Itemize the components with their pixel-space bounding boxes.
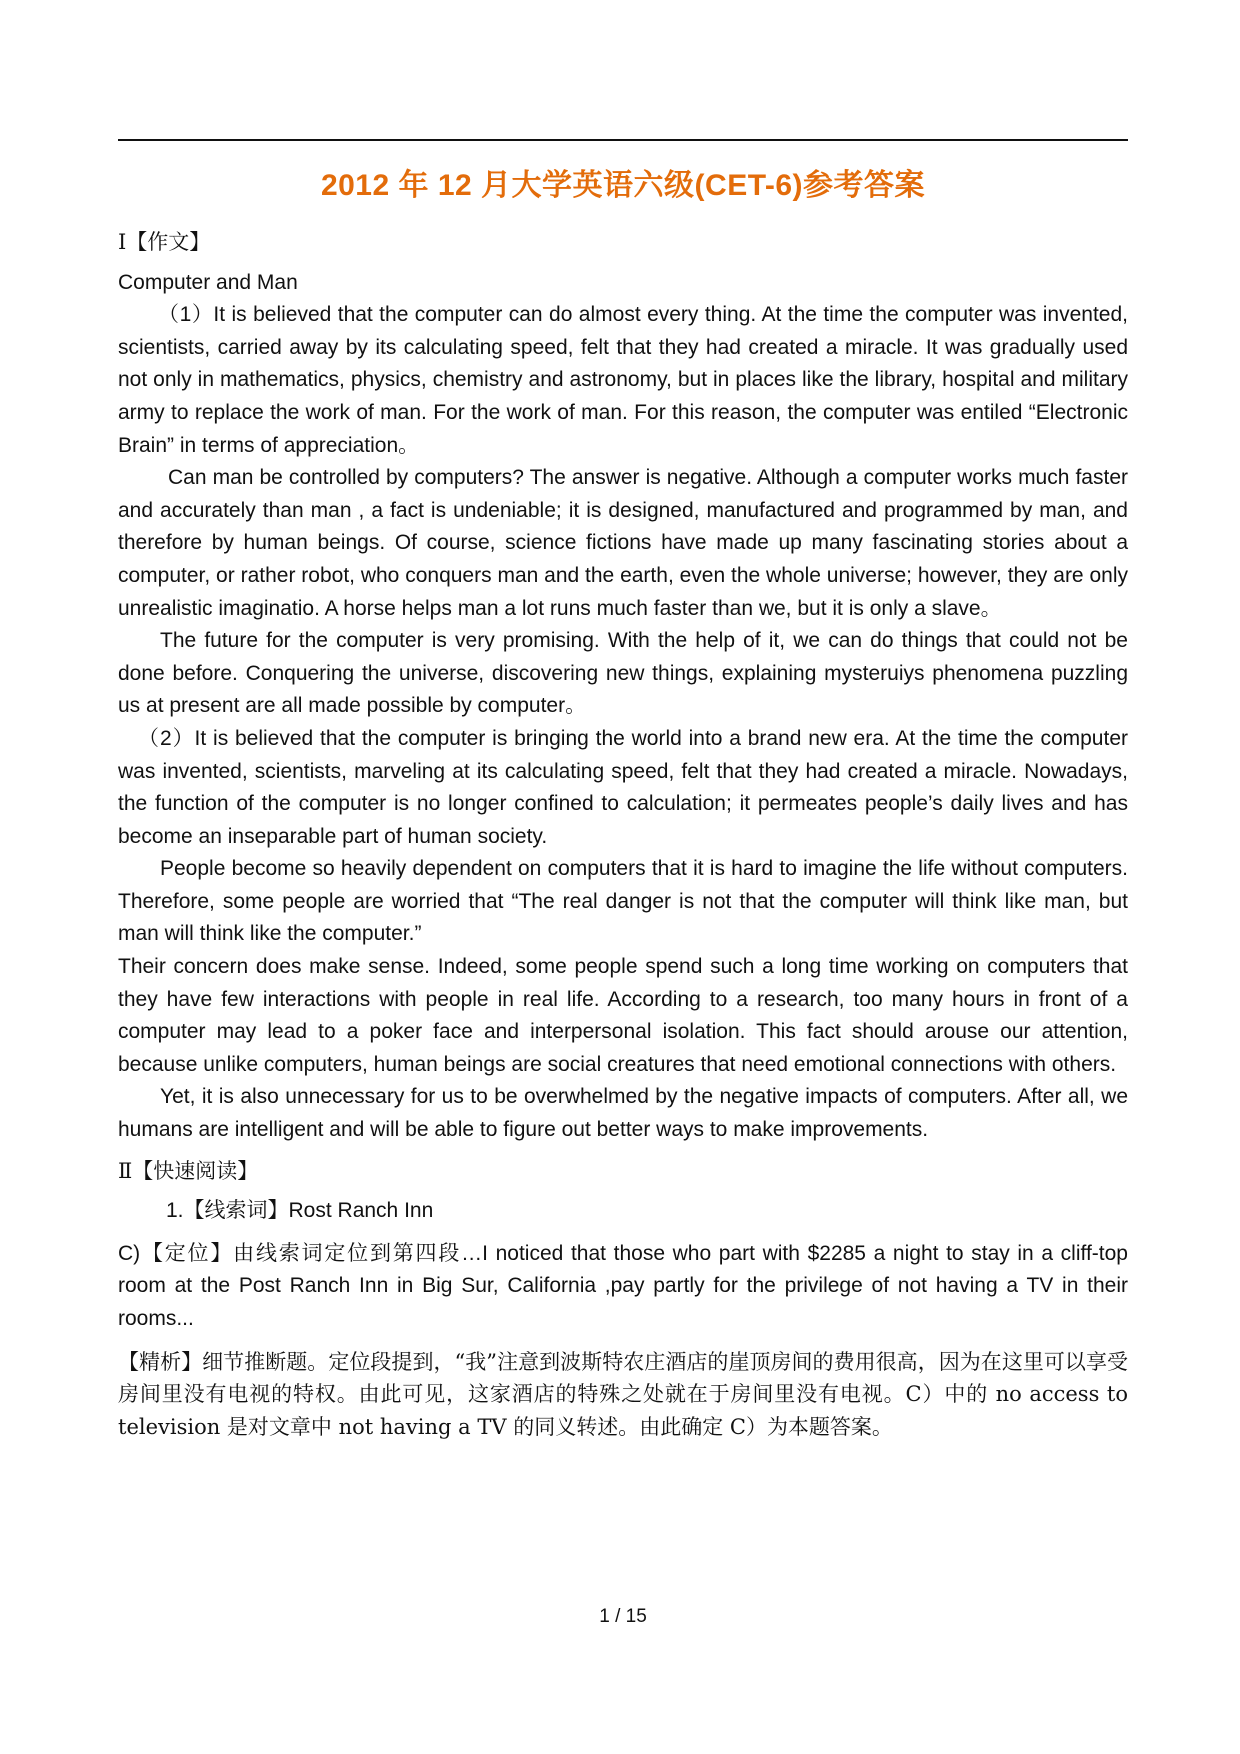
question-locate: C)【定位】由线索词定位到第四段…I noticed that those who part with $2285 a night to stay in a cliff-top room at the Post Ranch Inn in Big Sur, California ,pay partly for the privilege of not having a TV in their rooms...	[118, 1241, 1128, 1330]
question-analysis: 【精析】细节推断题。定位段提到，“我”注意到波斯特农庄酒店的崖顶房间的费用很高，因为在这里可以享受房间里没有电视的特权。由此可见，这家酒店的特殊之处就在于房间里没有电视。C）中的 no access to television 是对文章中 not having a TV 的同义转述。由此确定 C）为本题答案。	[118, 1349, 1128, 1439]
essay-title: Computer and Man	[118, 270, 298, 294]
section-heading-fast-reading: Ⅱ【快速阅读】	[118, 1158, 259, 1183]
document-body	[118, 226, 1128, 1443]
question-clue: 1.【线索词】Rost Ranch Inn	[166, 1199, 434, 1223]
section-heading-writing: Ⅰ【作文】	[118, 230, 211, 254]
essay-paragraph: （2）It is believed that the computer is bringing the world into a brand new era. At the time the computer was invented, scientists, marveling at its calculating speed, felt that they had created a miracle. Nowadays, the function of the computer is no longer confined to calculation; it permeates people’s daily lives and has become an inseparable part of human society.	[118, 726, 1128, 848]
page-title: 2012 年 12 月大学英语六级(CET-6)参考答案	[320, 169, 926, 202]
header-rule	[118, 139, 1128, 141]
essay-paragraph: Can man be controlled by computers? The answer is negative. Although a computer works much faster and accurately than man , a fact is undeniable; it is designed, manufactured and programmed by man, and therefore by human beings. Of course, science fictions have made up many fascinating stories about a computer, or rather robot, who conquers man and the earth, even the whole universe; however, they are only unrealistic imaginatio. A horse helps man a lot runs much faster than we, but it is only a slave。	[118, 466, 1128, 620]
essay-paragraph: Their concern does make sense. Indeed, some people spend such a long time working on computers that they have few interactions with people in real life. According to a research, too many hours in front of a computer may lead to a poker face and interpersonal isolation. This fact should arouse our attention, because unlike computers, human beings are social creatures that need emotional connections with others.	[118, 955, 1128, 1076]
essay-paragraph: （1）It is believed that the computer can do almost every thing. At the time the computer was invented, scientists, carried away by its calculating speed, felt that they had created a miracle. It was gradually used not only in mathematics, physics, chemistry and astronomy, but in places like the library, hospital and military army to replace the work of man. For the work of man. For this reason, the computer was entiled “Electronic Brain” in terms of appreciation。	[118, 303, 1128, 457]
essay-paragraph: People become so heavily dependent on computers that it is hard to imagine the life without computers. Therefore, some people are worried that “The real danger is not that the computer will think like man, but man will think like the computer.”	[118, 857, 1128, 946]
essay-paragraph: The future for the computer is very promising. With the help of it, we can do things that could not be done before. Conquering the universe, discovering new things, explaining mysteruiys phenomena puzzling us at present are all made possible by computer。	[118, 629, 1128, 718]
essay-paragraph: Yet, it is also unnecessary for us to be overwhelmed by the negative impacts of computers. After all, we humans are intelligent and will be able to figure out better ways to make improvements.	[118, 1085, 1128, 1142]
page-number: 1 / 15	[599, 1606, 647, 1627]
